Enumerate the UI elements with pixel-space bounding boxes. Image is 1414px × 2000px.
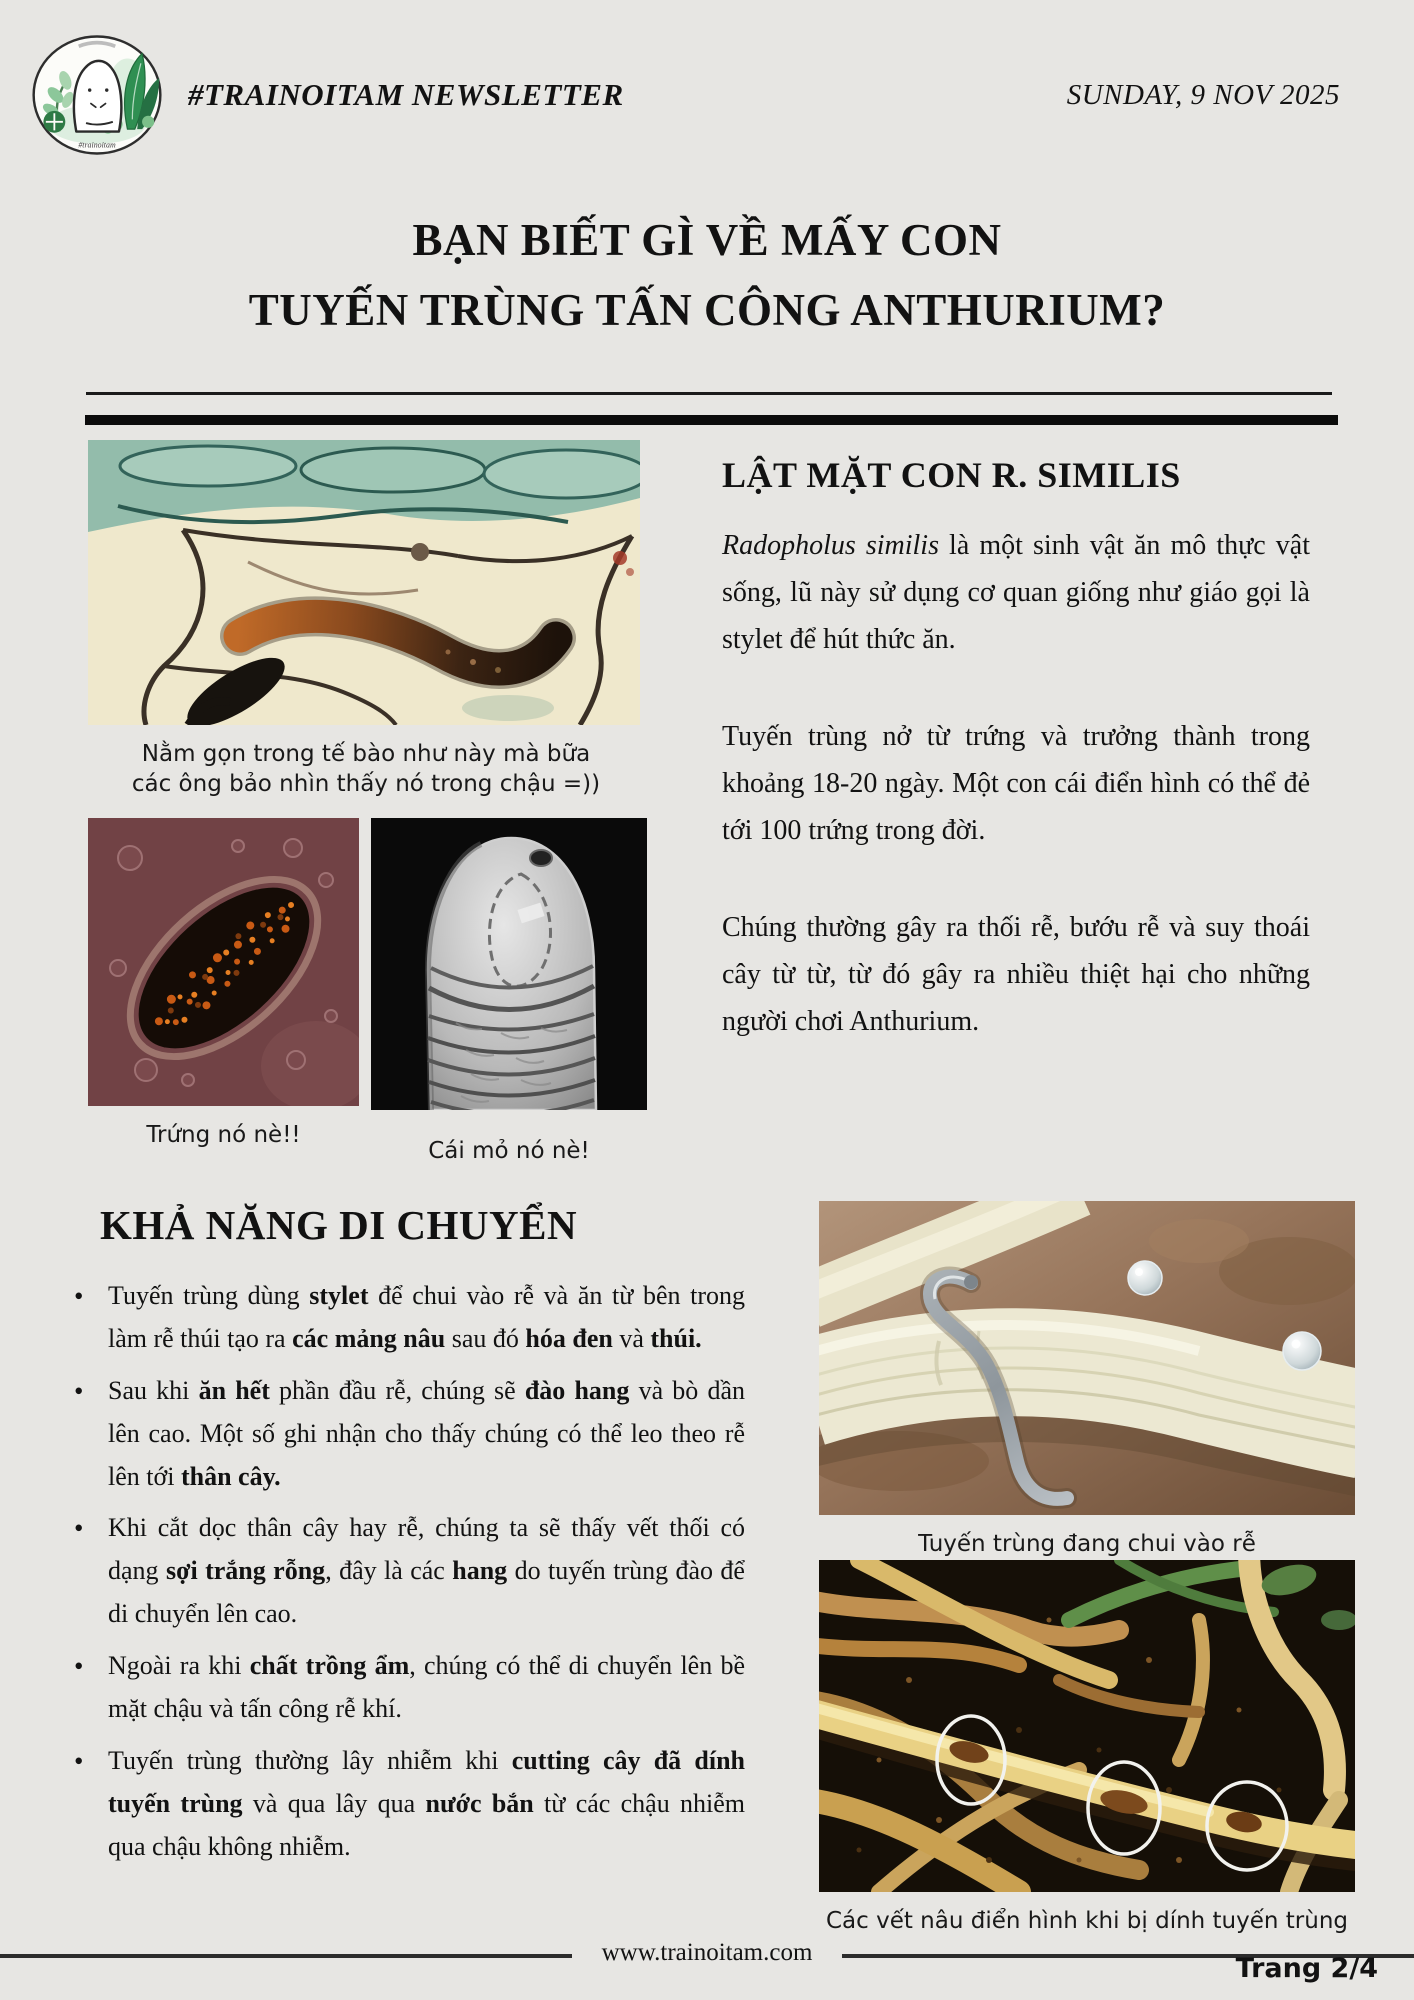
movement-bullet-item: • Tuyến trùng thường lây nhiễm khi cutting cây đã dính tuyến trùng và qua lây qua nước bắn từ các chậu nhiễm qua chậu không nhiễm. bbox=[60, 1740, 745, 1869]
section-movement bbox=[60, 1201, 1355, 1937]
movement-list bbox=[60, 1275, 745, 1869]
figure-mouth-sem bbox=[371, 818, 647, 1167]
logo-creature bbox=[74, 61, 121, 132]
page-title-line1: BẠN BIẾT GÌ VỀ MẤY CON bbox=[412, 215, 1002, 265]
figure-nematode-in-cells bbox=[88, 440, 644, 801]
page-title bbox=[0, 206, 1414, 346]
page-number: Trang 2/4 bbox=[1235, 1953, 1378, 1984]
issue-date: SUNDAY, 9 NOV 2025 bbox=[1066, 78, 1340, 111]
website-url: www.trainoitam.com bbox=[601, 1939, 813, 1966]
left-figure-column bbox=[88, 440, 644, 1167]
water-droplet bbox=[1128, 1261, 1162, 1295]
movement-bullet-item: • Ngoài ra khi chất trồng ẩm, chúng có thể di chuyển lên bề mặt chậu và tấn công rễ khí. bbox=[60, 1645, 745, 1731]
masthead bbox=[0, 0, 1414, 156]
water-droplet bbox=[1283, 1332, 1321, 1370]
mouth-caption: Cái mỏ nó nè! bbox=[428, 1138, 590, 1165]
nematode-entering-root-image bbox=[819, 1201, 1355, 1515]
movement-bullet-item: • Sau khi ăn hết phần đầu rễ, chúng sẽ đào hang và bò dần lên cao. Một số ghi nhận cho thấy chúng có thể leo theo rễ lên tới thân cây. bbox=[60, 1370, 745, 1499]
egg-caption: Trứng nó nè!! bbox=[146, 1122, 301, 1149]
root-entry-caption: Tuyến trùng đang chui vào rễ bbox=[918, 1530, 1256, 1557]
page-footer bbox=[0, 1939, 1414, 1984]
figure-brown-spots bbox=[819, 1560, 1355, 1937]
movement-bullet-item: • Tuyến trùng dùng stylet để chui vào rễ và ăn từ bên trong làm rễ thúi tạo ra các mảng nâu sau đó hóa đen và thúi. bbox=[60, 1275, 745, 1361]
figure-root-entry bbox=[819, 1201, 1355, 1560]
figure-egg bbox=[88, 818, 359, 1151]
trainoitam-logo bbox=[30, 34, 164, 156]
divider-thick bbox=[85, 415, 1338, 425]
similis-paragraph-1: Radopholus similis là một sinh vật ăn mô thực vật sống, lũ này sử dụng cơ quan giống như giáo gọi là stylet để hút thức ăn. bbox=[722, 529, 1310, 655]
brown-spots-caption: Các vết nâu điển hình khi bị dính tuyến trùng bbox=[825, 1907, 1349, 1934]
nematode-head-sem-image bbox=[371, 818, 647, 1110]
cells-caption-line1: Nằm gọn trong tế bào như này mà bữa bbox=[141, 740, 591, 767]
footer-line-left bbox=[0, 1954, 572, 1958]
movement-text-column bbox=[60, 1201, 745, 1937]
roots-brown-spots-image bbox=[819, 1560, 1355, 1892]
small-figures-row bbox=[88, 818, 644, 1167]
section-similis bbox=[88, 440, 1310, 1167]
movement-heading: KHẢ NĂNG DI CHUYỂN bbox=[100, 1201, 578, 1248]
newsletter-brand: #TRAINOITAM NEWSLETTER bbox=[188, 77, 624, 112]
nematode-egg-image bbox=[88, 818, 359, 1106]
divider-thin bbox=[86, 392, 1332, 395]
similis-paragraph-3: Chúng thường gây ra thối rễ, bướu rễ và suy thoái cây từ từ, từ đó gây ra nhiều thiệt hại cho những người chơi Anthurium. bbox=[722, 911, 1310, 1037]
similis-paragraph-2: Tuyến trùng nở từ trứng và trưởng thành trong khoảng 18-20 ngày. Một con cái điển hình có thể đẻ tới 100 trứng trong đời. bbox=[722, 720, 1310, 846]
page-title-line2: TUYẾN TRÙNG TẤN CÔNG ANTHURIUM? bbox=[248, 284, 1166, 335]
cells-caption-line2: các ông bảo nhìn thấy nó trong chậu =)) bbox=[131, 771, 601, 798]
movement-photo-column bbox=[819, 1201, 1355, 1937]
nematode-in-cells-image bbox=[88, 440, 640, 725]
logo-text: #trainoitam bbox=[78, 140, 116, 150]
cells-caption bbox=[88, 739, 644, 801]
similis-heading: LẬT MẶT CON R. SIMILIS bbox=[722, 454, 1181, 495]
similis-text-column bbox=[722, 440, 1310, 1167]
movement-bullet-item: • Khi cắt dọc thân cây hay rễ, chúng ta sẽ thấy vết thối có dạng sợi trắng rỗng, đây là các hang do tuyến trùng đào để di chuyển lên cao. bbox=[60, 1507, 745, 1636]
